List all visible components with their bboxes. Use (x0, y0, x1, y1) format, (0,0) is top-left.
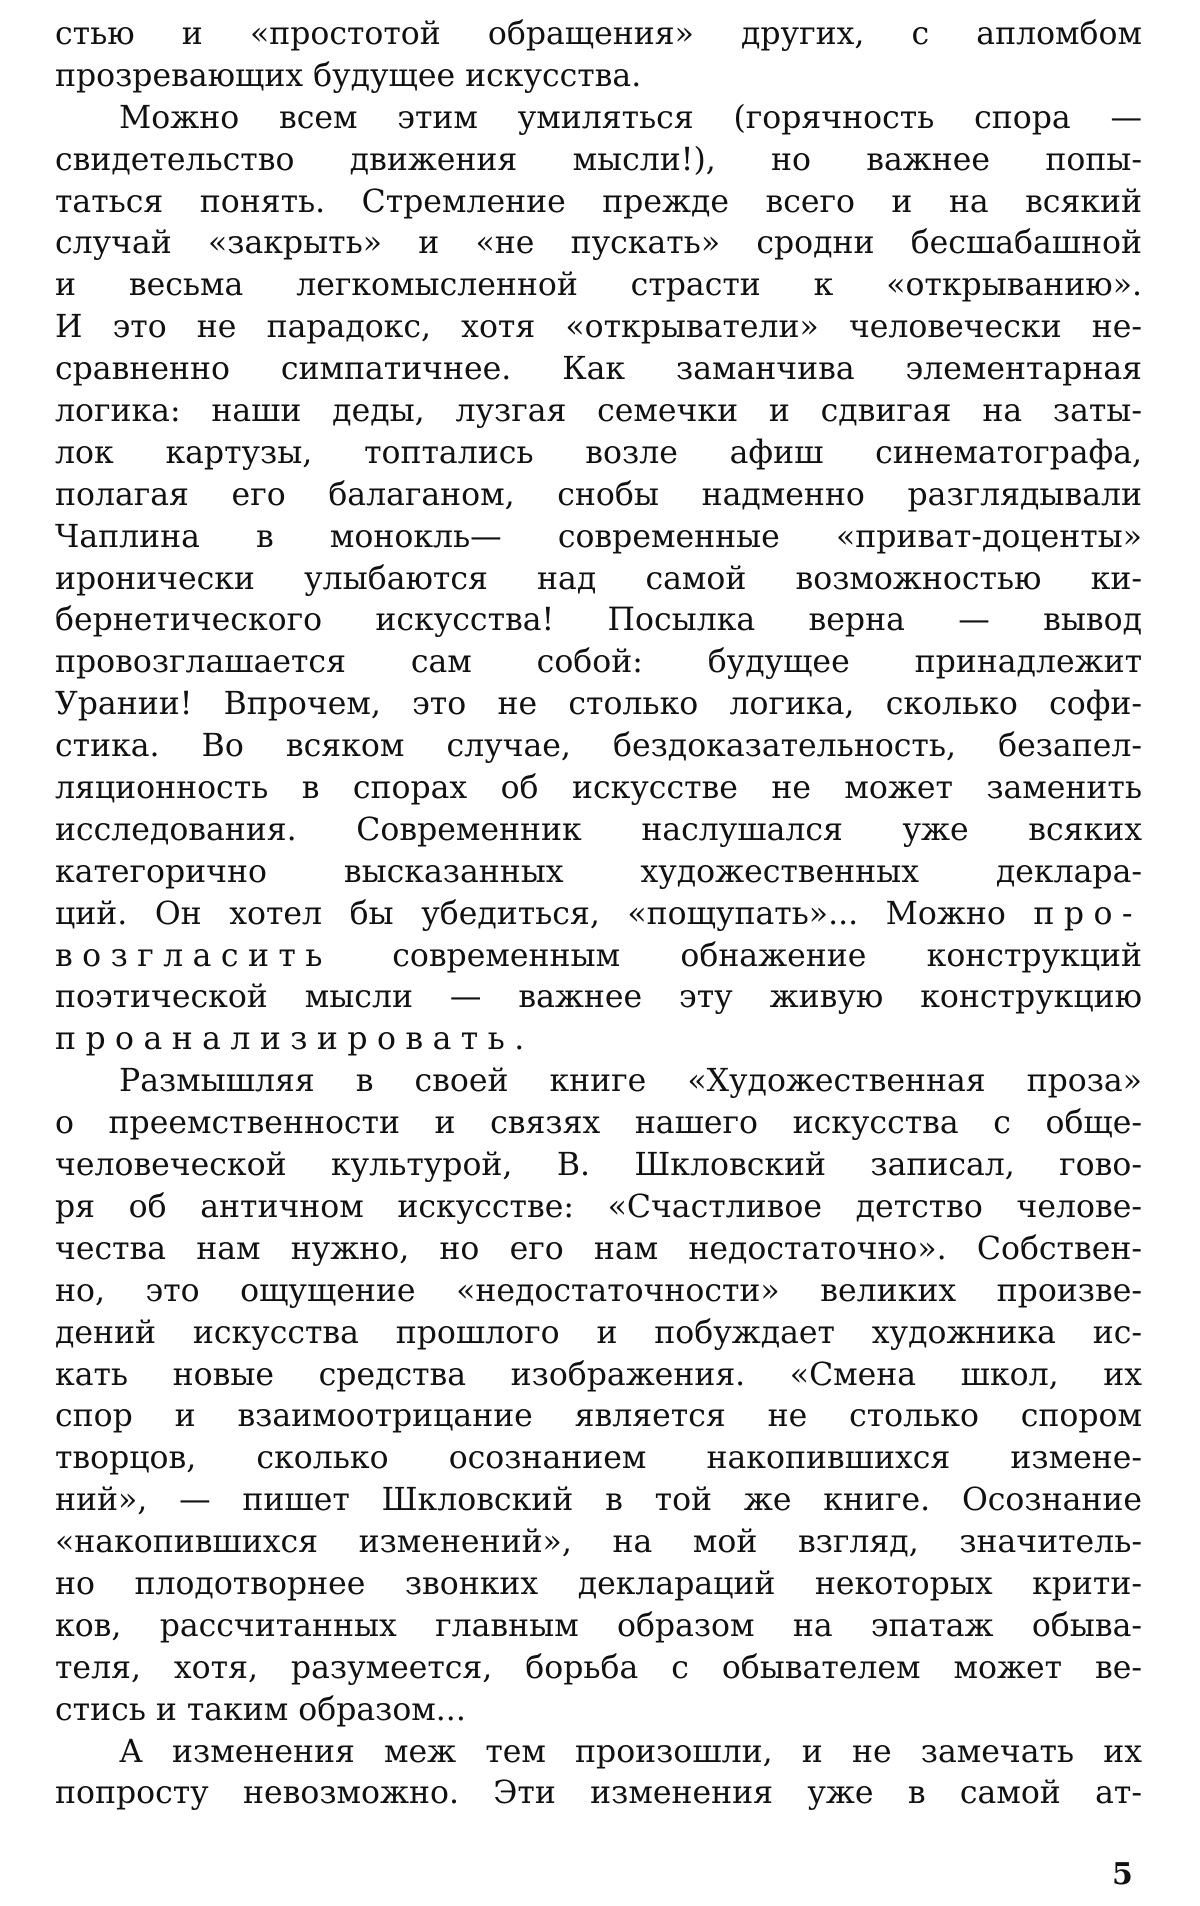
text-line: кать новые средства изображения. «Смена школ, их (55, 1356, 1142, 1393)
text-line: случай «закрыть» и «не пускать» сродни бесшабашной (55, 225, 1142, 262)
spaced-emphasis: проанализировать (55, 1021, 515, 1058)
text-line: И это не парадокс, хотя «открыватели» человечески не- (55, 309, 1142, 346)
text-line: исследования. Современник наслушался уже всяких (55, 811, 1142, 848)
text-line (55, 936, 1142, 978)
text-line: категорично высказанных художественных деклара- (55, 853, 1142, 890)
text-line: прозревающих будущее искусства. (55, 57, 642, 94)
text-line: дений искусства прошлого и побуждает художника ис- (55, 1314, 1142, 1351)
text-line: ков, рассчитанных главным образом на эпатаж обыва- (55, 1607, 1142, 1644)
text-line: стью и «простотой обращения» других, с апломбом (55, 16, 1142, 52)
text-line: Урании! Впрочем, это не столько логика, сколько софи- (55, 686, 1142, 723)
text-line: логика: наши деды, лузгая семечки и сдвигая на заты- (55, 393, 1142, 430)
text-run: современным обнажение конструкций (392, 937, 1142, 974)
text-line: провозглашается сам собой: будущее принадлежит (55, 644, 1142, 681)
text-line: Размышляя в своей книге «Художественная проза» (119, 1063, 1142, 1100)
text-line: но плодотворнее звонких деклараций некоторых крити- (55, 1565, 1142, 1602)
page-number: 5 (1112, 1857, 1133, 1892)
text-line: А изменения меж тем произошли, и не замечать их (119, 1733, 1142, 1770)
text-line (55, 894, 1142, 936)
text-line: Можно всем этим умиляться (горячность спора — (119, 99, 1142, 136)
text-line: но, это ощущение «недостаточности» великих произве- (55, 1272, 1142, 1309)
text-line: полагая его балаганом, снобы надменно разглядывали (55, 476, 1142, 513)
spaced-emphasis: возгласить (55, 937, 332, 974)
text-line: стика. Во всяком случае, бездоказательность, безапел- (55, 728, 1142, 765)
body-text (55, 14, 1142, 1815)
text-line: и весьма легкомысленной страсти к «открыванию». (55, 267, 1142, 304)
text-line: спор и взаимоотрицание является не столько спором (55, 1398, 1142, 1435)
text-line: лок картузы, топтались возле афиш синематографа, (55, 434, 1142, 471)
text-line: о преемственности и связях нашего искусства с обще- (55, 1105, 1142, 1142)
text-run: ций. Он хотел бы убедиться, «пощупать»... Можно (55, 895, 1006, 932)
text-line: человеческой культурой, В. Шкловский записал, гово- (55, 1147, 1142, 1184)
text-line: творцов, сколько осознанием накопившихся измене- (55, 1440, 1142, 1477)
text-line: стись и таким образом... (55, 1691, 466, 1728)
text-line: ря об античном искусстве: «Счастливое детство челове- (55, 1188, 1142, 1225)
text-line: сравненно симпатичнее. Как заманчива элементарная (55, 351, 1142, 388)
text-line: Чаплина в монокль— современные «приват-доценты» (55, 518, 1142, 555)
text-line: теля, хотя, разумеется, борьба с обывателем может ве- (55, 1649, 1142, 1686)
text-line: иронически улыбаются над самой возможностью ки- (55, 560, 1142, 597)
text-line: поэтической мысли — важнее эту живую конструкцию (55, 979, 1142, 1016)
text-line: бернетического искусства! Посылка верна — вывод (55, 602, 1142, 639)
spaced-emphasis: про- (1033, 895, 1142, 932)
text-line: «накопившихся изменений», на мой взгляд, значитель- (55, 1524, 1142, 1561)
text-line: таться понять. Стремление прежде всего и на всякий (55, 183, 1142, 220)
text-line: ний», — пишет Шкловский в той же книге. Осознание (55, 1482, 1142, 1519)
text-line: проанализировать. (55, 1021, 525, 1058)
text-line: чества нам нужно, но его нам недостаточно». Собствен- (55, 1230, 1142, 1267)
text-line: свидетельство движения мысли!), но важнее попы- (55, 141, 1142, 178)
text-line: попросту невозможно. Эти изменения уже в самой ат- (55, 1775, 1142, 1812)
text-line: ляционность в спорах об искусстве не может заменить (55, 770, 1142, 807)
